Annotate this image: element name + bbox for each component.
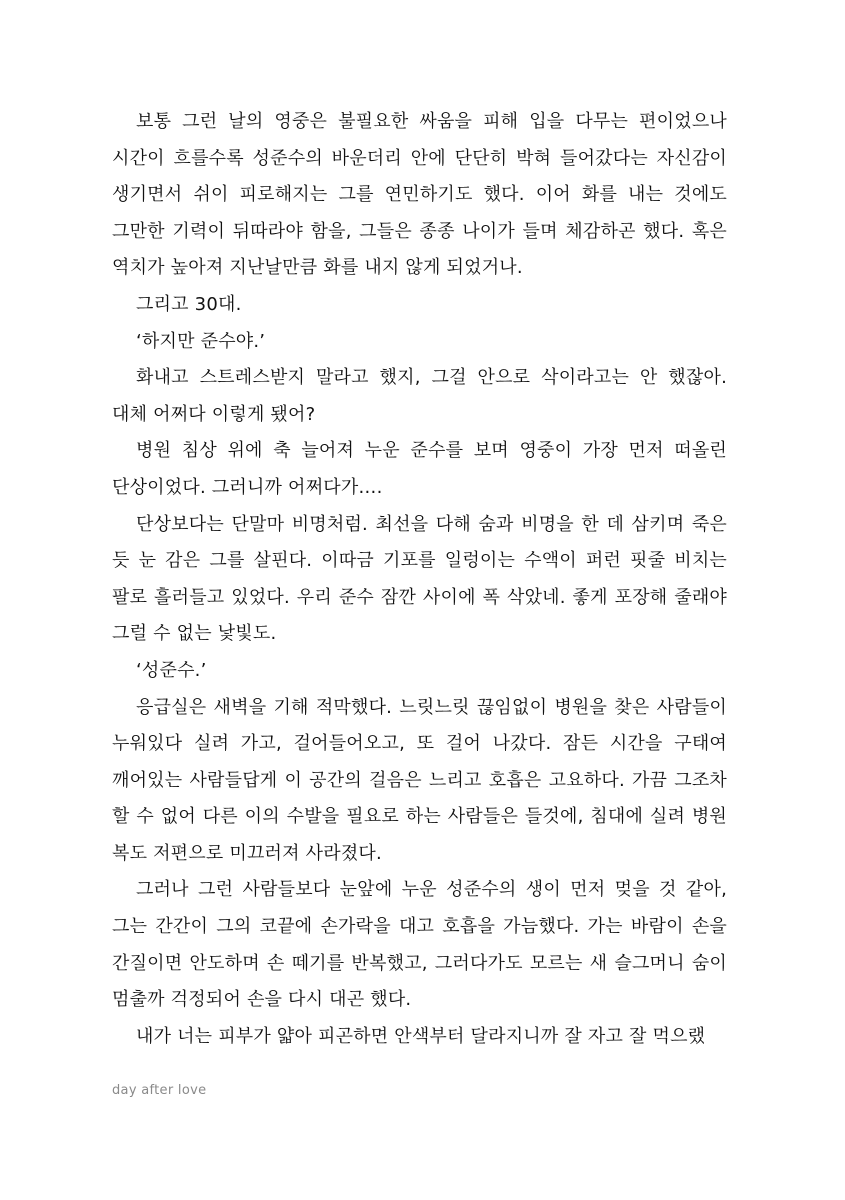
- paragraph: ‘성준수.’: [136, 659, 207, 681]
- page-footer: day after love: [112, 1083, 207, 1098]
- paragraph: 단상보다는 단말마 비명처럼. 최선을 다해 숨과 비명을 한 데 삼키며 죽은 듯 눈 감은 그를 살핀다. 이따금 기포를 일렁이는 수액이 퍼런 핏줄 비치는 팔로 흘러들고 있었다. 우리 준수 잠깐 사이에 폭 삭았네. 좋게 포장해 줄래야 그럴 수 없는 낯빛도.: [112, 513, 727, 645]
- paragraph: 그러나 그런 사람들보다 눈앞에 누운 성준수의 생이 먼저 멎을 것 같아, 그는 간간이 그의 코끝에 손가락을 대고 호흡을 가늠했다. 가는 바람이 손을 간질이면 안도하며 손 떼기를 반복했고, 그러다가도 모르는 새 슬그머니 숨이 멈출까 걱정되어 손을 다시 대곤 했다.: [112, 879, 727, 1011]
- paragraph: 병원 침상 위에 축 늘어져 누운 준수를 보며 영중이 가장 먼저 떠올린 단상이었다. 그러니까 어쩌다가….: [112, 440, 727, 498]
- paragraph: 내가 너는 피부가 얇아 피곤하면 안색부터 달라지니까 잘 자고 잘 먹으랬: [136, 1025, 706, 1047]
- paragraph: 그리고 30대.: [136, 293, 242, 315]
- page-body-text: [112, 104, 727, 1055]
- paragraph: 응급실은 새벽을 기해 적막했다. 느릿느릿 끊임없이 병원을 찾은 사람들이 누워있다 실려 가고, 걸어들어오고, 또 걸어 나갔다. 잠든 시간을 구태여 깨어있는 사람들답게 이 공간의 걸음은 느리고 호흡은 고요하다. 가끔 그조차 할 수 없어 다른 이의 수발을 필요로 하는 사람들은 들것에, 침대에 실려 병원 복도 저편으로 미끄러져 사라졌다.: [112, 696, 727, 864]
- paragraph: ‘하지만 준수야.’: [136, 330, 266, 352]
- paragraph: 화내고 스트레스받지 말라고 했지, 그걸 안으로 삭이라고는 안 했잖아. 대체 어쩌다 이렇게 됐어?: [112, 367, 727, 425]
- paragraph: 보통 그런 날의 영중은 불필요한 싸움을 피해 입을 다무는 편이었으나 시간이 흐를수록 성준수의 바운더리 안에 단단히 박혀 들어갔다는 자신감이 생기면서 쉬이 피로해지는 그를 연민하기도 했다. 이어 화를 내는 것에도 그만한 기력이 뒤따라야 함을, 그들은 종종 나이가 들며 체감하곤 했다. 혹은 역치가 높아져 지난날만큼 화를 내지 않게 되었거나.: [112, 111, 727, 279]
